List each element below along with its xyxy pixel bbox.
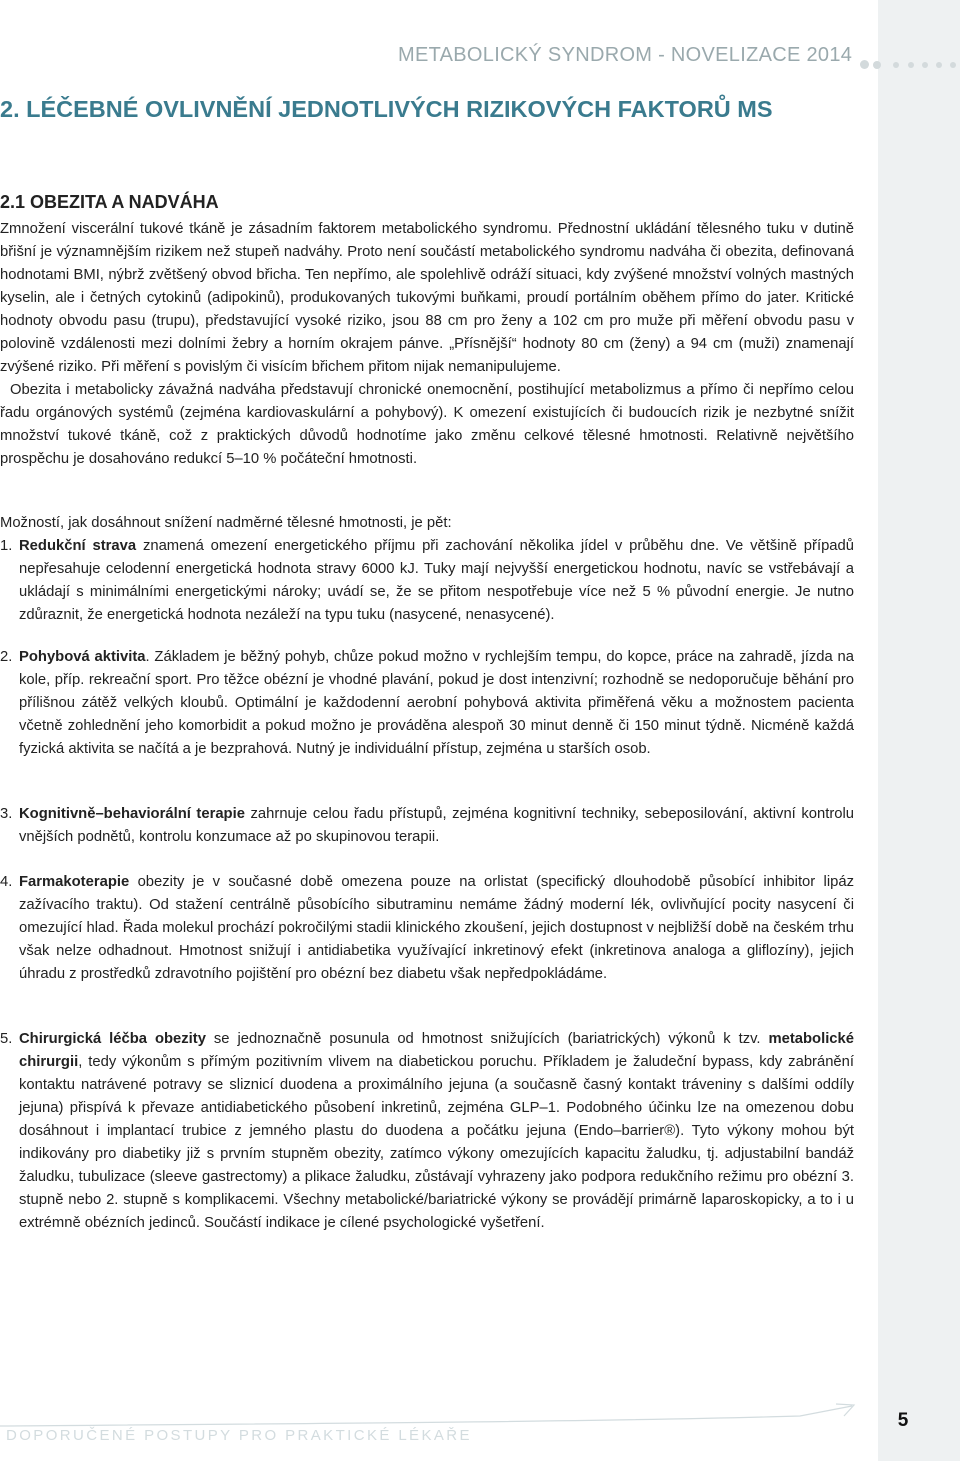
header-dots-ornament: [858, 60, 958, 70]
list-item-text-continued: , tedy výkonům s přímým pozitivním vlivem na diabetickou poruchu. Příkladem je žaludeční bypass, kdy zabránění kontaktu natrávené potravy se sliznicí duodena a proximálního jejuna (a současně časný kontakt tráveniny s dalšími oddíly jejuna) přispívá k převaze antidiabetického působení inkretinů, zejména GLP–1. Podobného účinku lze na omezenou dobu dosáhnout i implantací trubice z jemného plastu do duodena a počátku jejuna (Endo–barrier®). Tyto výkony mohou být indikovány pro diabetiky již s prvním stupněm obezity, zatímco výkony omezujících kapacitu žaludku, tj. adjustabilní bandáž žaludku, tubulizace (sleeve gastrectomy) a plikace žaludku, zůstávají vyhrazeny jako podpora redukčního režimu pro obézní 3. stupně nebo 2. stupně s komplikacemi. Všechny metabolické/bariatrické výkony se provádějí primárně laparoskopicky, a to i u extrémně obézních jedinců. Součástí indikace je cílené psychologické vyšetření.: [19, 1054, 854, 1231]
list-item-text: obezity je v současné době omezena pouze na orlistat (specifický dlouhodobě působící inhibitor lipáz zažívacího traktu). Od stažení centrálně působícího sibutraminu nemáme žádný moderní lék, ovlivňující pocity nasycení či omezující hlad. Řada molekul prochází pokročilými stadii klinického zkoušení, jejich dostupnost v nejbližší době na českém trhu však nelze odhadnout. Hmotnost snižují i antidiabetika využívající inkretinový efekt (inkretinova analoga a gliflozíny), jejich úhradu z prostředků zdravotního pojištění pro obézní bez diabetu však nepředpokládáme.: [19, 874, 854, 982]
list-item: [0, 803, 854, 849]
list-item-term: Kognitivně–behaviorální terapie: [19, 806, 245, 822]
options-lead: Možností, jak dosáhnout snížení nadměrné tělesné hmotnosti, je pět:: [0, 515, 452, 531]
list-item-number: 2.: [0, 649, 13, 665]
list-item-number: 5.: [0, 1031, 13, 1047]
list-item-text: zahrnuje celou řadu přístupů, zejména kognitivní techniky, sebeposilování, aktivní kontrolu vnějších podnětů, kontrolu konzumace až po skupinovou terapii.: [19, 806, 855, 845]
footer-text: DOPORUČENÉ POSTUPY PRO PRAKTICKÉ LÉKAŘE: [6, 1427, 472, 1444]
list-item-text: se jednoznačně posunula od hmotnost snižujících (bariatrických) výkonů k tzv.: [205, 1031, 769, 1047]
section-title: 2.1 OBEZITA A NADVÁHA: [0, 192, 219, 212]
list-item-text: . Základem je běžný pohyb, chůze pokud možno v rychlejším tempu, do kopce, práce na zahradě, jízda na kole, příp. rekreační sport. Pro těžce obézní je vhodné plavání, pokud je dost intenzivní; rozhodně se nedoporučuje běhání pro přílišnou zátěž velkých kloubů. Optimální je každodenní aerobní pohybová aktivita přiměřená věku a možnostem pacienta včetně zohlednění jeho komorbidit a pokud možno je prováděna alespoň 30 minut denně či 150 minut týdně. Nicméně každá fyzická aktivita se načítá a je bezprahová. Nutný je individuální přístup, zejména u starších osob.: [19, 649, 854, 757]
list-item-term: Chirurgická léčba obezity: [19, 1031, 206, 1047]
list-item-term: Farmakoterapie: [19, 874, 130, 890]
list-item-number: 4.: [0, 874, 13, 890]
intro-text: [0, 218, 854, 471]
list-item-text: znamená omezení energetického příjmu při zachování několika jídel v průběhu dne. Ve většině případů nepřesahuje celodenní energetická hodnota stravy 6000 kJ. Tuky mají nejvyšší energetickou hodnotu, navíc se vstřebávají a ukládají s minimálními energetickými nároky; uvádí se, že se přitom nespotřebuje více než 5 % původní energie. Je nutno zdůraznit, že energetická hodnota nezáleží na typu tuku (nasycené, nenasycené).: [19, 538, 854, 623]
list-item: [0, 646, 854, 761]
running-header: METABOLICKÝ SYNDROM - NOVELIZACE 2014: [398, 44, 853, 66]
list-item: [0, 1028, 854, 1235]
intro-paragraph-1: Zmnožení viscerální tukové tkáně je zásadním faktorem metabolického syndromu. Přednostní ukládání tělesného tuku v dutině břišní je významnějším rizikem než stupeň nadváhy. Proto není součástí metabolického syndromu nadváha či obezita, definovaná hodnotami BMI, nýbrž zvětšený obvod břicha. Ten nepřímo, ale spolehlivě odráží situaci, kdy zvýšené množství volných mastných kyselin, ale i četných cytokinů (adipokinů), produkovaných tukovými buňkami, proudí portálním oběhem přímo do jater. Kritické hodnoty obvodu pasu (trupu), představující vysoké riziko, jsou 88 cm pro ženy a 102 cm pro muže při měření obvodu pasu v polovině vzdálenosti mezi dolními žebry a horním okrajem pánve. „Přísnější“ hodnoty 80 cm (ženy) a 94 cm (muži) znamenají zvýšené riziko. Při měření s povislým či visícím břichem přitom nijak nemanipulujeme.: [0, 221, 854, 375]
intro-paragraph-2: Obezita i metabolicky závažná nadváha představují chronické onemocnění, postihující metabolizmus a přímo či nepřímo celou řadu orgánových systémů (zejména kardiovaskulární a pohybový). K omezení existujících či budoucích rizik je nezbytné snížit množství tukové tkáně, což z praktických důvodů hodnotíme jako změnu celkové tělesné hmotnosti. Relativně největšího prospěchu je dosahováno redukcí 5–10 % počáteční hmotnosti.: [0, 382, 854, 467]
side-band: [878, 0, 960, 1461]
list-item-number: 1.: [0, 538, 13, 554]
chapter-title: 2. LÉČEBNÉ OVLIVNĚNÍ JEDNOTLIVÝCH RIZIKOVÝCH FAKTORŮ MS: [0, 96, 773, 122]
list-item-term-secondary: metabolické chirurgii: [19, 1031, 854, 1070]
page-number: 5: [897, 1410, 909, 1431]
list-item: [0, 871, 854, 986]
list-item-term: Redukční strava: [19, 538, 137, 554]
list-item: [0, 535, 854, 627]
list-item-number: 3.: [0, 806, 13, 822]
list-item-term: Pohybová aktivita: [19, 649, 146, 665]
